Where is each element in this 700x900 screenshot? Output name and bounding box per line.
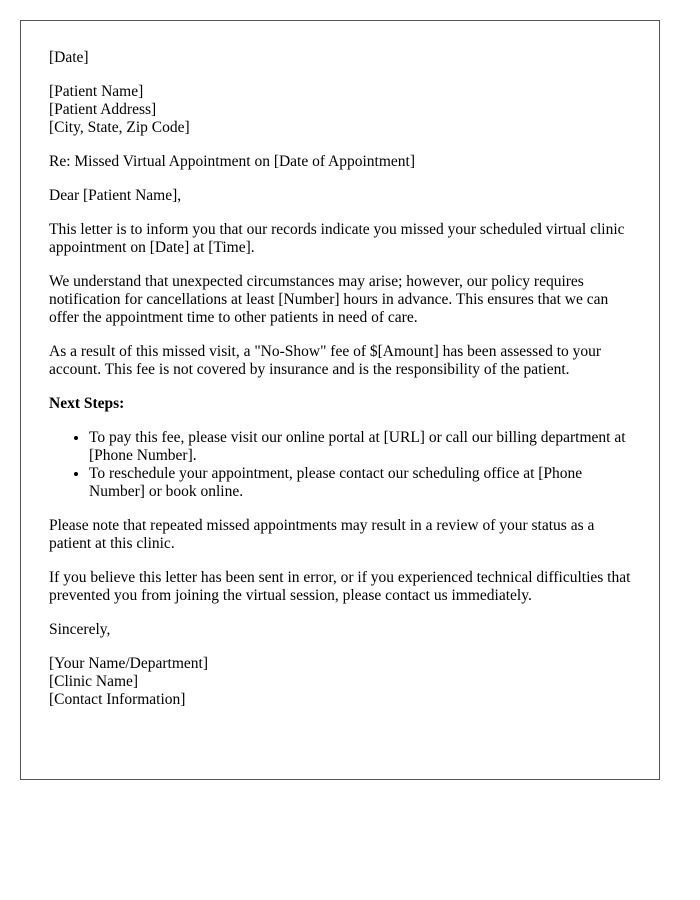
closing: Sincerely, [49,621,111,638]
next-step-pay-fee: • To pay this fee, please visit our online portal at [URL] or call our billing department at [Phone Number]. [89,429,631,465]
recipient-address: [Patient Address] [49,101,157,118]
signature-clinic-name: [Clinic Name] [49,673,139,690]
paragraph-cancellation-policy: We understand that unexpected circumstances may arise; however, our policy requires notification for cancellations at least [Number] hours in advance. This ensures that we can offer the appointment time to other patients in need of care. [49,273,609,326]
recipient-block [49,83,631,137]
next-step-reschedule: • To reschedule your appointment, please contact our scheduling office at [Phone Number] or book online. [89,465,631,501]
paragraph-no-show-fee: As a result of this missed visit, a "No-Show" fee of $[Amount] has been assessed to your account. This fee is not covered by insurance and is the responsibility of the patient. [49,343,602,378]
paragraph-missed-appointment: This letter is to inform you that our records indicate you missed your scheduled virtual clinic appointment on [Date] at [Time]. [49,221,625,256]
recipient-city-state-zip: [City, State, Zip Code] [49,119,190,136]
recipient-name: [Patient Name] [49,83,144,100]
signature-block [49,655,631,709]
paragraph-repeated-missed: Please note that repeated missed appointments may result in a review of your status as a patient at this clinic. [49,517,595,552]
next-steps-list [49,429,631,501]
salutation: Dear [Patient Name], [49,187,182,204]
letter-date: [Date] [49,49,89,66]
signature-name-department: [Your Name/Department] [49,655,208,672]
signature-contact-info: [Contact Information] [49,691,186,708]
paragraph-error-contact: If you believe this letter has been sent in error, or if you experienced technical difficulties that prevented you from joining the virtual session, please contact us immediately. [49,569,631,604]
subject-line: Re: Missed Virtual Appointment on [Date of Appointment] [49,153,416,170]
letter-page [20,20,660,780]
next-steps-heading: Next Steps: [49,395,125,412]
